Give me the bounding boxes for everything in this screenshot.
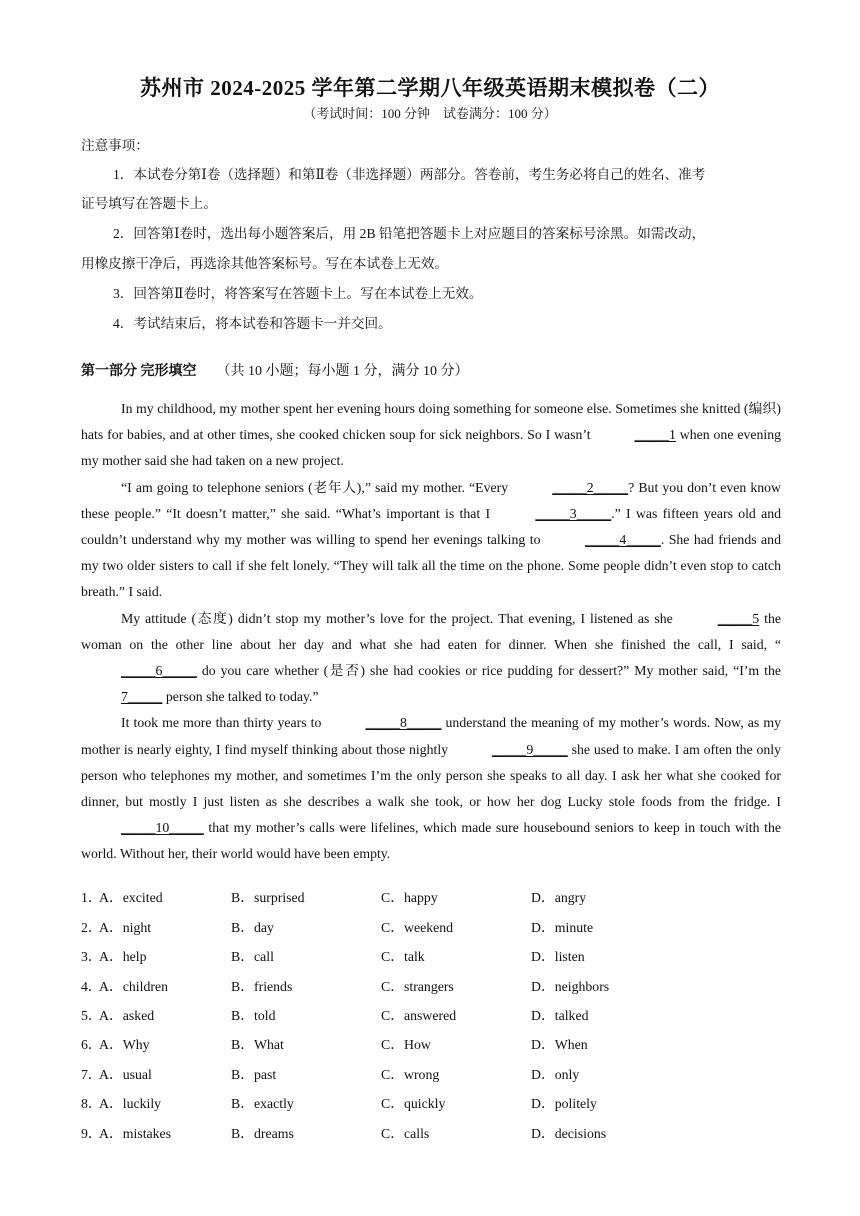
option-d: D．only: [531, 1067, 580, 1082]
question-number: 6．: [81, 1037, 102, 1052]
option-row: [81, 1122, 781, 1144]
question-number: 5．: [81, 1008, 102, 1023]
option-row: [81, 975, 781, 997]
option-row: [81, 945, 781, 967]
option-a: A．luckily: [99, 1096, 162, 1111]
option-a: A．mistakes: [99, 1126, 172, 1141]
option-b: B．exactly: [231, 1096, 294, 1111]
option-row: [81, 1033, 781, 1055]
option-c: C．quickly: [381, 1096, 446, 1111]
option-b: B．What: [231, 1037, 284, 1052]
option-a: A．excited: [99, 890, 163, 905]
option-b: B．friends: [231, 979, 293, 994]
blank-6: _____6_____: [121, 663, 197, 679]
page-title: 苏州市 2024-2025 学年第二学期八年级英语期末模拟卷（二）: [140, 76, 720, 100]
notes-heading: 注意事项：: [81, 138, 149, 153]
blank-8: _____8_____: [365, 715, 442, 731]
option-b: B．past: [231, 1067, 277, 1082]
option-d: D．talked: [531, 1008, 589, 1023]
note-line: 3．回答第Ⅱ卷时，将答案写在答题卡上。写在本试卷上无效。: [113, 286, 483, 301]
question-number: 8．: [81, 1096, 102, 1111]
option-c: C．strangers: [381, 979, 454, 994]
option-a: A．night: [99, 920, 152, 935]
option-a: A．children: [99, 979, 168, 994]
blank-7: 7_____: [121, 689, 163, 705]
option-b: B．surprised: [231, 890, 305, 905]
option-c: C．talk: [381, 949, 425, 964]
passage-paragraph: My attitude (态度) didn’t stop my mother’s love for the project. That evening, I listened as she _____5 the woman on the other line about her day and what she had eaten for dinner. When she finished the call, I said, “_____6_____ do you care whether (是否) she had cookies or rice pudding for dessert?” My mother said, “I’m the 7_____ person she talked to today.”: [81, 606, 781, 711]
blank-1: _____1: [634, 427, 676, 443]
cloze-passage: [81, 396, 781, 868]
option-c: C．answered: [381, 1008, 457, 1023]
option-c: C．wrong: [381, 1067, 440, 1082]
option-d: D．politely: [531, 1096, 597, 1111]
option-row: [81, 886, 781, 908]
option-b: B．call: [231, 949, 274, 964]
passage-paragraph: In my childhood, my mother spent her evening hours doing something for someone else. Sometimes she knitted (编织) hats for babies, and at other times, she cooked chicken soup for sick neighbors. So I wasn’t _____1 when one evening my mother said she had taken on a new project.: [81, 401, 782, 469]
passage-paragraph: It took me more than thirty years to _____8_____ understand the meaning of my mother’s words. Now, as my mother is nearly eighty, I find myself thinking about those nightly _____9_____ she used to make. I am often the only person who telephones my mother, and sometimes I’m the only person she speaks to all day. I ask her what she cooked for dinner, but mostly I just listen as she describes a walk she took, or how her dog Lucky stole foods from the fridge. I _____10_____ that my mother’s calls were lifelines, which made sure housebound seniors to keep in touch with the world. Without her, their world would have been empty.: [81, 710, 781, 867]
question-number: 1．: [81, 890, 102, 905]
note-line: 2．回答第Ⅰ卷时，选出每小题答案后，用 2B 铅笔把答题卡上对应题目的答案标号涂黑。如需改动，: [113, 226, 706, 241]
question-number: 9．: [81, 1126, 102, 1141]
option-b: B．told: [231, 1008, 276, 1023]
section-name: 第一部分 完形填空: [81, 364, 197, 379]
option-a: A．asked: [99, 1008, 155, 1023]
option-b: B．day: [231, 920, 274, 935]
blank-9: _____9_____: [491, 741, 568, 757]
note-line: 用橡皮擦干净后，再选涂其他答案标号。写在本试卷上无效。: [81, 256, 449, 271]
option-c: C．happy: [381, 890, 438, 905]
blank-2: _____2_____: [552, 479, 629, 495]
option-d: D．minute: [531, 920, 594, 935]
exam-info: （考试时间：100 分钟 试卷满分：100 分）: [303, 106, 557, 121]
blank-5: _____5: [717, 610, 760, 626]
question-number: 4．: [81, 979, 102, 994]
section-heading: [81, 360, 469, 380]
option-d: D．neighbors: [531, 979, 610, 994]
option-a: A．Why: [99, 1037, 150, 1052]
option-row: [81, 1004, 781, 1026]
note-line: 1．本试卷分第Ⅰ卷（选择题）和第Ⅱ卷（非选择题）两部分。答卷前，考生务必将自己的姓名、准考: [113, 167, 706, 182]
question-number: 3．: [81, 949, 102, 964]
option-d: D．listen: [531, 949, 585, 964]
option-b: B．dreams: [231, 1126, 294, 1141]
option-c: C．How: [381, 1037, 431, 1052]
option-a: A．usual: [99, 1067, 152, 1082]
passage-paragraph: “I am going to telephone seniors (老年人),” said my mother. “Every _____2_____? But you don’t even know these people.” “It doesn’t matter,” she said. “What’s important is that I _____3_____.” I was fifteen years old and couldn’t understand why my mother was willing to spend her evenings talking to _____4_____. She had friends and my two older sisters to call if she felt lonely. “They will talk all the time on the phone. Some people didn’t even stop to catch breath.” I said.: [81, 475, 781, 606]
note-line: 证号填写在答题卡上。: [81, 196, 217, 211]
option-row: [81, 1063, 781, 1085]
question-number: 7．: [81, 1067, 102, 1082]
blank-4: _____4_____: [584, 532, 661, 548]
question-number: 2．: [81, 920, 102, 935]
option-row: [81, 1092, 781, 1114]
option-c: C．calls: [381, 1126, 430, 1141]
option-d: D．decisions: [531, 1126, 607, 1141]
option-a: A．help: [99, 949, 147, 964]
blank-3: _____3_____: [535, 505, 612, 521]
option-row: [81, 916, 781, 938]
option-d: D．angry: [531, 890, 587, 905]
option-c: C．weekend: [381, 920, 454, 935]
blank-10: _____10_____: [121, 820, 204, 836]
option-d: D．When: [531, 1037, 588, 1052]
section-info: （共 10 小题；每小题 1 分，满分 10 分）: [216, 364, 469, 379]
note-line: 4．考试结束后，将本试卷和答题卡一并交回。: [113, 316, 392, 331]
